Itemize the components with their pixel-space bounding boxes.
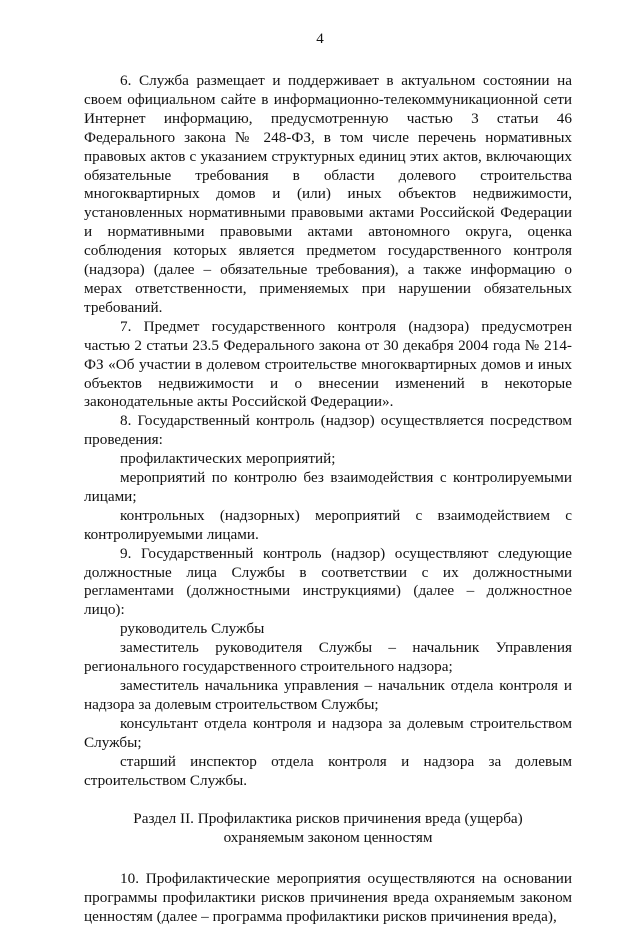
- section-heading: [84, 810, 572, 848]
- list-item-control-without-interaction: мероприятий по контролю без взаимодействия с контролируемыми лицами;: [84, 469, 572, 505]
- document-body: [84, 72, 572, 927]
- list-item-deputy-head: заместитель руководителя Службы – начальник Управления регионального государственного строительного надзора;: [84, 639, 572, 676]
- paragraph-8: 8. Государственный контроль (надзор) осуществляется посредством проведения:: [84, 412, 572, 449]
- section-heading-line-2: охраняемым законом ценностям: [223, 829, 433, 847]
- list-item-preventive-measures: профилактических мероприятий;: [120, 450, 336, 468]
- list-item-deputy-department-head: заместитель начальника управления – начальник отдела контроля и надзора за долевым строительством Службы;: [84, 677, 572, 713]
- paragraph-10: 10. Профилактические мероприятия осуществляются на основании программы профилактики рисков причинения вреда охраняемым законом ценностям (далее – программа профилактики рисков причинения вреда),: [84, 870, 572, 926]
- page-number: 4: [316, 31, 324, 47]
- paragraph-9: 9. Государственный контроль (надзор) осуществляют следующие должностные лица Службы в соответствии с их должностными регламентами (должностными инструкциями) (далее – должностное лицо):: [84, 544, 572, 619]
- paragraph-7: 7. Предмет государственного контроля (надзора) предусмотрен частью 2 статьи 23.5 Федерального закона от 30 декабря 2004 года № 214-ФЗ «Об участии в долевом строительстве многоквартирных домов и иных объектов недвижимости и о внесении изменений в некоторые законодательные акты Российской Федерации».: [84, 317, 572, 411]
- section-heading-line-1: Раздел II. Профилактика рисков причинения вреда (ущерба): [133, 810, 523, 828]
- paragraph-6: 6. Служба размещает и поддерживает в актуальном состоянии на своем официальном сайте в информационно-телекоммуникационной сети Интернет информацию, предусмотренную частью 3 статьи 46 Федерального закона № 248-ФЗ, в том числе перечень нормативных правовых актов с указанием структурных единиц этих актов, включающих обязательные требования в области долевого строительства многоквартирных домов и (или) иных объектов недвижимости, установленных нормативными правовыми актами Российской Федерации и нормативными правовыми актами автономного округа, оценка соблюдения которых является предметом государственного контроля (надзора) (далее – обязательные требования), а также информацию о мерах ответственности, применяемых при нарушении обязательных требований.: [84, 72, 572, 316]
- list-item-senior-inspector: старший инспектор отдела контроля и надзора за долевым строительством Службы.: [84, 752, 572, 789]
- list-item-head-of-service: руководитель Службы: [120, 620, 265, 638]
- list-item-control-with-interaction: контрольных (надзорных) мероприятий с взаимодействием с контролируемыми лицами.: [84, 506, 572, 543]
- list-item-consultant: консультант отдела контроля и надзора за долевым строительством Службы;: [84, 714, 572, 751]
